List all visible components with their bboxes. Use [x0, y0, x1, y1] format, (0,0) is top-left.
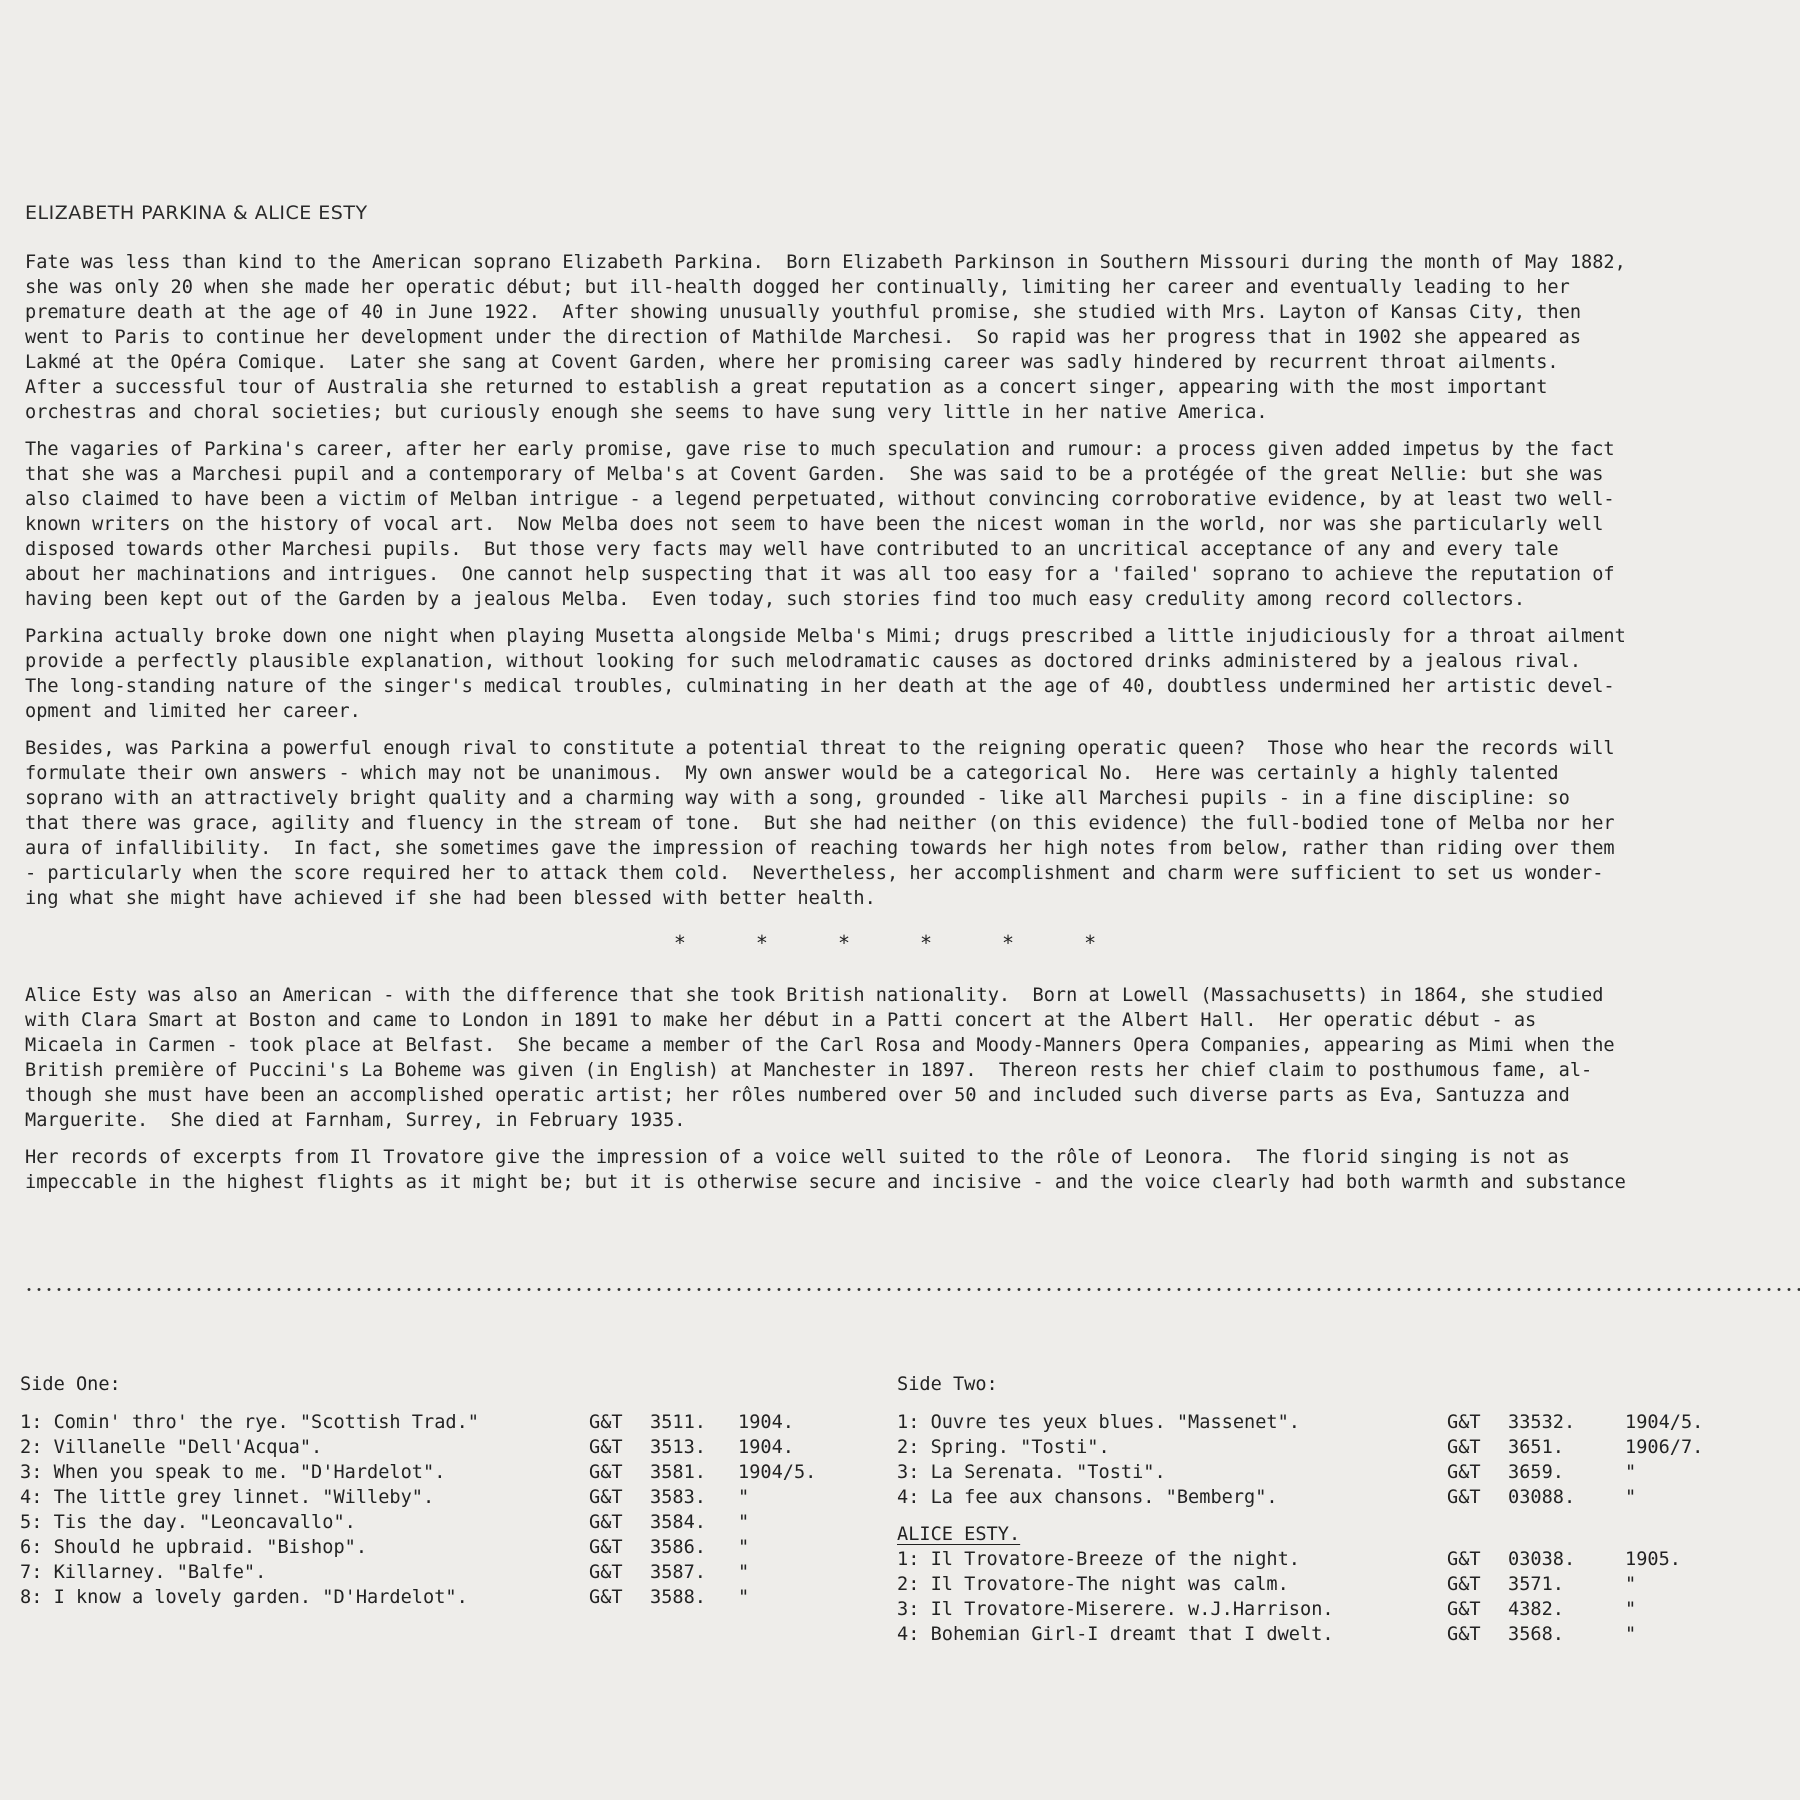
star-glyph: * [920, 931, 933, 955]
track-title: 1: Comin' thro' the rye. "Scottish Trad." [20, 1412, 479, 1433]
track-title: 4: The little grey linnet. "Willeby". [20, 1487, 435, 1508]
side-one-title: Side One: [20, 1374, 121, 1395]
star-glyph: * [673, 931, 686, 955]
track-catalogue-number: 3581. [650, 1462, 706, 1483]
track-year: " [1625, 1624, 1637, 1645]
track-year: 1906/7. [1625, 1437, 1704, 1458]
track-title: 4: La fee aux chansons. "Bemberg". [897, 1487, 1278, 1508]
page-title: ELIZABETH PARKINA & ALICE ESTY [25, 202, 368, 224]
track-title: 1: Ouvre tes yeux blues. "Massenet". [897, 1412, 1300, 1433]
track-label: G&T [589, 1537, 623, 1558]
track-year: 1904. [738, 1437, 794, 1458]
track-label: G&T [1447, 1574, 1481, 1595]
track-row [20, 1510, 750, 1535]
track-catalogue-number: 3571. [1508, 1574, 1564, 1595]
track-year: " [738, 1512, 750, 1533]
track-title: 1: Il Trovatore-Breeze of the night. [897, 1549, 1300, 1570]
track-row [897, 1547, 1681, 1572]
track-catalogue-number: 3588. [650, 1587, 706, 1608]
track-title: 6: Should he upbraid. "Bishop". [20, 1537, 368, 1558]
track-label: G&T [1447, 1462, 1481, 1483]
track-year: " [1625, 1599, 1637, 1620]
track-row [20, 1435, 794, 1460]
track-year: " [1625, 1574, 1637, 1595]
star-glyph: * [1002, 931, 1015, 955]
track-title: 2: Spring. "Tosti". [897, 1437, 1110, 1458]
track-year: 1904. [738, 1412, 794, 1433]
paragraph-esty-records: Her records of excerpts from Il Trovatore give the impression of a voice well suited to the rôle of Leonora. The florid singing is not as impeccable in the highest flights as it might be; but it is otherwise secure and incisive - and the voice clearly had both warmth and substance [25, 1147, 1626, 1193]
track-year: " [738, 1562, 750, 1583]
track-label: G&T [589, 1412, 623, 1433]
track-title: 3: La Serenata. "Tosti". [897, 1462, 1166, 1483]
track-row [897, 1622, 1637, 1647]
track-row [20, 1460, 817, 1485]
track-catalogue-number: 03038. [1508, 1549, 1576, 1570]
track-label: G&T [1447, 1487, 1481, 1508]
track-catalogue-number: 3583. [650, 1487, 706, 1508]
track-title: 7: Killarney. "Balfe". [20, 1562, 267, 1583]
track-row [20, 1535, 750, 1560]
track-title: 4: Bohemian Girl-I dreamt that I dwelt. [897, 1624, 1334, 1645]
track-label: G&T [589, 1562, 623, 1583]
track-title: 8: I know a lovely garden. "D'Hardelot". [20, 1587, 468, 1608]
track-catalogue-number: 3586. [650, 1537, 706, 1558]
track-title: 2: Il Trovatore-The night was calm. [897, 1574, 1289, 1595]
star-glyph: * [755, 931, 768, 955]
track-catalogue-number: 33532. [1508, 1412, 1576, 1433]
paragraph-esty-biography: Alice Esty was also an American - with the difference that she took British nationality. Born at Lowell (Massachusetts) in 1864, she studied with Clara Smart at Boston and came to London in 1891 to make her début in a Patti concert at the Albert Hall. Her operatic début - as Micaela in Carmen - took place at Belfast. She became a member of the Carl Rosa and Moody-Manners Opera Companies, appearing as Mimi when the British première of Puccini's La Boheme was given (in English) at Manchester in 1897. Thereon rests her chief claim to posthumous fame, al- though she must have been an accomplished operatic artist; her rôles numbered over 50 and included such diverse parts as Eva, Santuzza and Marguerite. She died at Farnham, Surrey, in February 1935. [25, 985, 1615, 1131]
paragraph-parkina-biography: Fate was less than kind to the American soprano Elizabeth Parkina. Born Elizabeth Parkinson in Southern Missouri during the month of May 1882, she was only 20 when she made her operatic début; but ill-health dogged her continually, limiting her career and eventually leading to her premature death at the age of 40 in June 1922. After showing unusually youthful promise, she studied with Mrs. Layton of Kansas City, then went to Paris to continue her development under the direction of Mathilde Marchesi. So rapid was her progress that in 1902 she appeared as Lakmé at the Opéra Comique. Later she sang at Covent Garden, where her promising career was sadly hindered by recurrent throat ailments. After a successful tour of Australia she returned to establish a great reputation as a concert singer, appearing with the most important orchestras and choral societies; but curiously enough she seems to have sung very little in her native America. [25, 252, 1626, 423]
track-year: " [738, 1537, 750, 1558]
essay [25, 250, 1800, 1207]
track-label: G&T [589, 1462, 623, 1483]
track-label: G&T [1447, 1549, 1481, 1570]
track-catalogue-number: 3511. [650, 1412, 706, 1433]
paragraph-parkina-melba-rumours: The vagaries of Parkina's career, after her early promise, gave rise to much speculation and rumour: a process given added impetus by the fact that she was a Marchesi pupil and a contemporary of Melba's at Covent Garden. She was said to be a protégée of the great Nellie: but she was also claimed to have been a victim of Melban intrigue - a legend perpetuated, without convincing corroborative evidence, by at least two well- known writers on the history of vocal art. Now Melba does not seem to have been the nicest woman in the world, nor was she particularly well disposed towards other Marchesi pupils. But those very facts may well have contributed to an uncritical acceptance of any and every tale about her machinations and intrigues. One cannot help suspecting that it was all too easy for a 'failed' soprano to achieve the reputation of having been kept out of the Garden by a jealous Melba. Even today, such stories find too much easy credulity among record collectors. [25, 439, 1615, 610]
track-row [897, 1460, 1637, 1485]
track-year: 1904/5. [1625, 1412, 1704, 1433]
side-two-title: Side Two: [897, 1374, 998, 1395]
paragraph-parkina-assessment: Besides, was Parkina a powerful enough rival to constitute a potential threat to the reigning operatic queen? Those who hear the records will formulate their own answers - which may not be unanimous. My own answer would be a categorical No. Here was certainly a highly talented soprano with an attractively bright quality and a charming way with a song, grounded - like all Marchesi pupils - in a fine discipline: so that there was grace, agility and fluency in the stream of tone. But she had neither (on this evidence) the full-bodied tone of Melba nor her aura of infallibility. In fact, she sometimes gave the impression of reaching towards her high notes from below, rather than riding over them - particularly when the score required her to attack them cold. Nevertheless, her accomplishment and charm were sufficient to set us wonder- ing what she might have achieved if she had been blessed with better health. [25, 738, 1615, 909]
track-label: G&T [1447, 1412, 1481, 1433]
track-row [20, 1410, 794, 1435]
alice-esty-subheading: ALICE ESTY. [897, 1524, 1021, 1545]
track-row [20, 1485, 750, 1510]
track-title: 3: When you speak to me. "D'Hardelot". [20, 1462, 446, 1483]
track-label: G&T [589, 1587, 623, 1608]
track-label: G&T [1447, 1437, 1481, 1458]
track-year: " [1625, 1462, 1637, 1483]
track-label: G&T [589, 1512, 623, 1533]
track-year: " [738, 1587, 750, 1608]
track-catalogue-number: 3587. [650, 1562, 706, 1583]
track-year: 1905. [1625, 1549, 1681, 1570]
track-row [897, 1485, 1637, 1510]
track-catalogue-number: 3513. [650, 1437, 706, 1458]
track-row [897, 1410, 1704, 1435]
track-catalogue-number: 4382. [1508, 1599, 1564, 1620]
track-label: G&T [1447, 1624, 1481, 1645]
track-catalogue-number: 3584. [650, 1512, 706, 1533]
track-row [897, 1435, 1704, 1460]
paragraph-parkina-breakdown: Parkina actually broke down one night when playing Musetta alongside Melba's Mimi; drugs prescribed a little injudiciously for a throat ailment provide a perfectly plausible explanation, without looking for such melodramatic causes as doctored drinks administered by a jealous rival. The long-standing nature of the singer's medical troubles, culminating in her death at the age of 40, doubtless undermined her artistic devel- opment and limited her career. [25, 626, 1626, 722]
track-catalogue-number: 3659. [1508, 1462, 1564, 1483]
track-label: G&T [589, 1437, 623, 1458]
track-catalogue-number: 3651. [1508, 1437, 1564, 1458]
track-row [897, 1572, 1637, 1597]
dotted-divider [24, 1287, 1800, 1292]
side-two-tracklist [897, 1372, 1704, 1647]
track-catalogue-number: 3568. [1508, 1624, 1564, 1645]
track-catalogue-number: 03088. [1508, 1487, 1576, 1508]
track-year: " [1625, 1487, 1637, 1508]
track-title: 5: Tis the day. "Leoncavallo". [20, 1512, 356, 1533]
track-title: 3: Il Trovatore-Miserere. w.J.Harrison. [897, 1599, 1334, 1620]
track-row [20, 1560, 750, 1585]
track-label: G&T [1447, 1599, 1481, 1620]
star-glyph: * [1084, 931, 1097, 955]
section-separator [25, 931, 1800, 955]
track-row [20, 1585, 750, 1610]
track-row [897, 1597, 1637, 1622]
star-glyph: * [837, 931, 850, 955]
track-title: 2: Villanelle "Dell'Acqua". [20, 1437, 323, 1458]
track-label: G&T [589, 1487, 623, 1508]
side-one-tracklist [20, 1372, 817, 1610]
track-year: " [738, 1487, 750, 1508]
track-year: 1904/5. [738, 1462, 817, 1483]
